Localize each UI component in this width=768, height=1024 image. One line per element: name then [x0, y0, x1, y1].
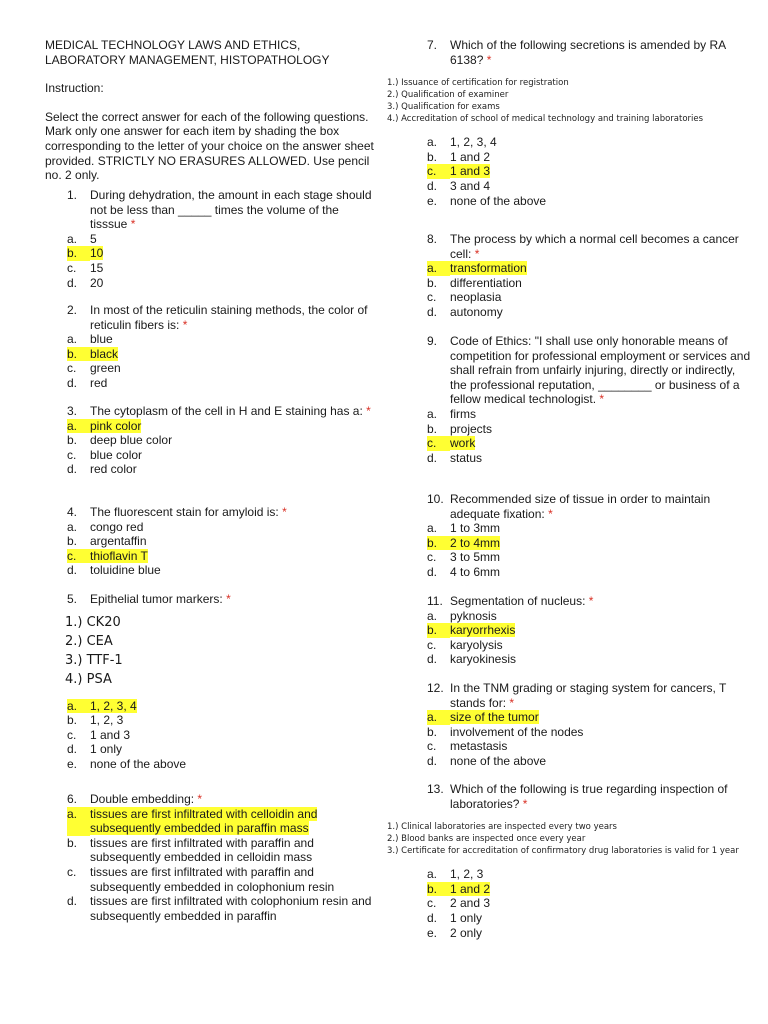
option-letter: b. — [67, 713, 78, 728]
question-text-body: Epithelial tumor markers: — [90, 592, 223, 606]
option-text: black — [90, 346, 119, 361]
answer-option — [67, 448, 375, 463]
answer-option — [427, 609, 755, 624]
answer-option — [427, 565, 755, 580]
option-text: pyknosis — [450, 608, 497, 623]
option-text: involvement of the nodes — [450, 724, 584, 739]
question-stem — [427, 492, 755, 521]
instruction-label: Instruction: — [45, 81, 104, 96]
option-letter: a. — [67, 231, 78, 246]
question-stem — [427, 38, 755, 67]
option-letter: a. — [67, 332, 78, 347]
option-text: karyokinesis — [450, 652, 517, 667]
option-text: metastasis — [450, 739, 508, 754]
option-text: 4 to 6mm — [450, 564, 501, 579]
option-text: autonomy — [450, 304, 503, 319]
option-letter: a. — [67, 807, 90, 836]
option-letter: d. — [427, 178, 438, 193]
option-letter: a. — [427, 135, 438, 150]
question-number: 12. — [427, 681, 444, 695]
answer-option — [67, 836, 375, 865]
option-letter: d. — [427, 450, 438, 465]
answer-option — [67, 232, 375, 247]
option-text: 1 and 2 — [450, 149, 491, 164]
answer-option — [67, 865, 375, 894]
answer-option-correct — [427, 623, 755, 638]
answer-option — [427, 290, 755, 305]
answer-option — [427, 739, 755, 754]
option-letter: b. — [67, 534, 78, 549]
option-text: argentaffin — [90, 534, 147, 549]
required-mark: * — [282, 505, 287, 519]
question-11 — [405, 594, 755, 667]
instruction-text: Select the correct answer for each of the following questions. Mark only one answer for each item by shading the box corresponding to the letter of your choice on the answer sheet provided. STRICTLY NO ERASURES ALLOWED. Use pencil no. 2 only. — [45, 109, 374, 183]
question-stem — [67, 792, 375, 807]
option-text: 2 to 4mm — [450, 535, 501, 550]
option-text: neoplasia — [450, 290, 502, 305]
question-text-body: Recommended size of tissue in order to maintain adequate fixation: — [450, 492, 711, 521]
question-text-body: In most of the reticulin staining methods, the color of reticulin fibers is: — [90, 303, 368, 332]
question-text-body: Segmentation of nucleus: — [450, 594, 586, 608]
question-stem — [67, 505, 375, 520]
option-letter: a. — [67, 419, 90, 434]
option-letter: c. — [427, 739, 437, 754]
option-text: 3 and 4 — [450, 178, 491, 193]
answer-option — [427, 638, 755, 653]
option-letter: b. — [67, 835, 78, 850]
question-text — [450, 782, 755, 811]
answer-option — [427, 896, 755, 911]
option-text: 1 and 3 — [450, 164, 491, 179]
answer-option — [67, 462, 375, 477]
question-text — [450, 38, 755, 67]
answer-option — [67, 332, 375, 347]
answer-option — [67, 261, 375, 276]
option-text: 5 — [90, 231, 97, 246]
option-letter: a. — [67, 519, 78, 534]
option-letter: c. — [67, 864, 77, 879]
question-text — [90, 303, 375, 332]
question-text-body: Double embedding: — [90, 792, 195, 806]
option-letter: c. — [427, 436, 450, 451]
option-text: 1 only — [90, 742, 123, 757]
required-mark: * — [509, 695, 515, 710]
answer-option — [427, 550, 755, 565]
question-text-body: The process by which a normal cell becomes a cancer cell: — [450, 232, 739, 261]
option-letter: e. — [427, 193, 438, 208]
statement-item: 3.) TTF-1 — [65, 652, 123, 668]
question-text — [90, 592, 375, 607]
answer-option — [427, 305, 755, 320]
option-text: 2 only — [450, 925, 483, 940]
option-text: none of the above — [450, 753, 547, 768]
option-text: 20 — [90, 275, 104, 290]
question-stem — [427, 681, 755, 710]
answer-option-correct — [427, 536, 755, 551]
statement-item: 1.) Issuance of certification for registration — [387, 78, 569, 89]
option-letter: e. — [67, 756, 78, 771]
option-text: 1, 2, 3 — [90, 713, 124, 728]
question-number: 2. — [67, 303, 78, 317]
option-text: transformation — [450, 261, 527, 276]
question-number: 6. — [67, 792, 78, 806]
question-10 — [405, 492, 755, 580]
question-text-body: During dehydration, the amount in each stage should not be less than _____ times the volume of the tisssue — [90, 188, 372, 232]
option-text: 1, 2, 3, 4 — [90, 698, 137, 713]
option-letter: d. — [67, 563, 78, 578]
question-9 — [405, 334, 755, 465]
answer-option-correct — [67, 549, 375, 564]
answer-option — [67, 563, 375, 578]
question-6 — [45, 792, 375, 923]
answer-option-correct — [427, 164, 755, 179]
answer-option — [427, 179, 755, 194]
option-letter: d. — [67, 742, 78, 757]
question-number: 4. — [67, 505, 78, 519]
option-letter: d. — [67, 462, 78, 477]
option-letter: c. — [427, 550, 437, 565]
question-1 — [45, 188, 375, 290]
answer-option — [67, 433, 375, 448]
option-text: karyorrhexis — [450, 623, 516, 638]
question-text — [450, 594, 755, 609]
option-letter: c. — [67, 447, 77, 462]
option-text: red color — [90, 462, 137, 477]
statement-item: 2.) Blood banks are inspected once every year — [387, 834, 586, 845]
required-mark: * — [599, 392, 605, 407]
exam-title-line2: LABORATORY MANAGEMENT, HISTOPATHOLOGY — [45, 52, 330, 67]
answer-option — [427, 521, 755, 536]
question-stem — [67, 188, 375, 232]
option-text: 10 — [90, 246, 104, 261]
option-text: tissues are first infiltrated with paraffin and subsequently embedded in celloidin mass — [90, 835, 314, 865]
answer-option — [67, 520, 375, 535]
answer-option — [427, 150, 755, 165]
exam-header — [45, 38, 375, 183]
option-text: size of the tumor — [450, 710, 539, 725]
option-letter: b. — [67, 246, 90, 261]
option-text: green — [90, 361, 121, 376]
option-letter: c. — [427, 637, 437, 652]
option-letter: a. — [427, 608, 438, 623]
question-stem — [67, 404, 375, 419]
option-letter: a. — [427, 406, 438, 421]
option-text: blue — [90, 332, 113, 347]
option-letter: d. — [427, 304, 438, 319]
question-text-body: Code of Ethics: "I shall use only honorable means of competition for professional employment or services and shall refrain from unfairly injuring, directly or indirectly, the professional reputation, ________ or business of a fellow medical technologist. — [450, 334, 751, 407]
answer-option — [67, 376, 375, 391]
question-stem — [427, 334, 755, 407]
statement-item: 2.) Qualification of examiner — [387, 90, 509, 101]
option-text: 1, 2, 3 — [450, 867, 484, 882]
question-text-body: The fluorescent stain for amyloid is: — [90, 505, 279, 519]
question-text — [90, 188, 375, 232]
question-stem — [67, 592, 375, 607]
required-mark: * — [474, 246, 480, 261]
answer-option — [427, 135, 755, 150]
question-stem — [427, 782, 755, 811]
required-mark: * — [197, 792, 203, 806]
answer-option-correct — [427, 882, 755, 897]
answer-option — [67, 534, 375, 549]
option-letter: b. — [427, 882, 450, 897]
option-text: 1, 2, 3, 4 — [450, 135, 497, 150]
option-text: thioflavin T — [90, 548, 148, 563]
question-5 — [45, 592, 375, 772]
option-text: tissues are first infiltrated with celloidin and subsequently embedded in paraffin mass — [90, 806, 318, 836]
question-7 — [387, 38, 755, 208]
question-text — [90, 792, 375, 807]
option-letter: a. — [427, 867, 438, 882]
option-text: none of the above — [90, 756, 187, 771]
answer-option — [427, 422, 755, 437]
option-text: projects — [450, 421, 493, 436]
option-letter: d. — [67, 894, 78, 909]
answer-option — [427, 867, 755, 882]
answer-option — [67, 742, 375, 757]
answer-option — [67, 713, 375, 728]
statement-item: 3.) Qualification for exams — [387, 102, 500, 113]
option-letter: b. — [67, 347, 90, 362]
answer-option — [427, 407, 755, 422]
option-letter: c. — [67, 549, 90, 564]
option-text: 2 and 3 — [450, 896, 491, 911]
required-mark: * — [366, 404, 371, 418]
answer-option — [427, 451, 755, 466]
statement-item: 3.) Certificate for accreditation of confirmatory drug laboratories is valid for 1 year — [387, 846, 739, 857]
question-text-body: In the TNM grading or staging system for cancers, T stands for: — [450, 681, 727, 710]
required-mark: * — [522, 796, 528, 811]
option-letter: c. — [67, 361, 77, 376]
statement-item: 2.) CEA — [65, 633, 113, 649]
question-text — [450, 232, 755, 261]
question-12 — [405, 681, 755, 769]
option-text: 1 to 3mm — [450, 521, 501, 536]
option-text: pink color — [90, 418, 142, 433]
question-number: 11. — [427, 594, 443, 608]
option-letter: b. — [427, 536, 450, 551]
question-text — [90, 404, 375, 419]
question-number: 7. — [427, 38, 438, 52]
question-number: 8. — [427, 232, 438, 246]
option-letter: e. — [427, 925, 438, 940]
answer-option-correct — [67, 347, 375, 362]
option-letter: d. — [427, 652, 438, 667]
statement-list — [387, 77, 755, 125]
question-stem — [67, 303, 375, 332]
question-number: 1. — [67, 188, 78, 202]
question-text-body: Which of the following secretions is amended by RA 6138? — [450, 38, 726, 67]
question-text — [450, 681, 755, 710]
option-letter: d. — [67, 275, 78, 290]
option-letter: b. — [427, 724, 438, 739]
question-8 — [405, 232, 755, 320]
option-text: toluidine blue — [90, 563, 161, 578]
required-mark: * — [226, 592, 231, 606]
answer-option — [427, 194, 755, 209]
answer-option-correct — [67, 419, 375, 434]
question-number: 13. — [427, 782, 444, 796]
question-2 — [45, 303, 375, 391]
answer-option — [67, 728, 375, 743]
question-3 — [45, 404, 375, 477]
answer-option-correct — [67, 699, 375, 714]
option-text: 15 — [90, 260, 104, 275]
option-letter: c. — [427, 164, 450, 179]
answer-option — [67, 757, 375, 772]
option-text: 1 and 2 — [450, 881, 491, 896]
option-letter: a. — [427, 710, 450, 725]
answer-option-correct — [67, 246, 375, 261]
option-letter: a. — [67, 699, 90, 714]
exam-title-line1: MEDICAL TECHNOLOGY LAWS AND ETHICS, — [45, 38, 301, 52]
answer-option — [427, 652, 755, 667]
option-text: blue color — [90, 447, 143, 462]
option-letter: b. — [427, 623, 450, 638]
option-text: tissues are first infiltrated with colophonium resin and subsequently embedded in paraffin — [90, 894, 372, 923]
option-letter: b. — [427, 421, 438, 436]
option-letter: d. — [427, 753, 438, 768]
option-text: none of the above — [450, 193, 547, 208]
option-letter: c. — [427, 896, 437, 911]
answer-option-correct — [427, 436, 755, 451]
question-stem — [427, 594, 755, 609]
option-text: 1 and 3 — [90, 727, 131, 742]
answer-option-correct — [427, 710, 755, 725]
option-letter: a. — [427, 521, 438, 536]
option-letter: a. — [427, 261, 450, 276]
option-text: congo red — [90, 519, 144, 534]
question-text — [450, 334, 755, 407]
question-number: 5. — [67, 592, 78, 606]
option-letter: b. — [427, 275, 438, 290]
required-mark: * — [130, 217, 136, 232]
required-mark: * — [182, 317, 188, 332]
question-stem — [427, 232, 755, 261]
statement-list — [65, 613, 375, 689]
question-text-body: Which of the following is true regarding inspection of laboratories? — [450, 782, 728, 811]
question-number: 3. — [67, 404, 78, 418]
option-letter: c. — [67, 260, 77, 275]
option-letter: d. — [427, 564, 438, 579]
answer-option-correct — [67, 807, 375, 836]
answer-option — [67, 894, 375, 923]
option-text: red — [90, 375, 108, 390]
required-mark: * — [548, 506, 553, 521]
option-letter: b. — [67, 433, 78, 448]
statement-list — [387, 821, 755, 857]
statement-item: 4.) Accreditation of school of medical technology and training laboratories — [387, 114, 704, 125]
option-letter: b. — [427, 149, 438, 164]
option-letter: c. — [427, 290, 437, 305]
option-text: firms — [450, 406, 476, 421]
question-number: 9. — [427, 334, 438, 348]
required-mark: * — [588, 594, 594, 608]
question-13 — [387, 782, 755, 940]
statement-item: 4.) PSA — [65, 671, 112, 687]
option-text: 3 to 5mm — [450, 550, 501, 565]
option-text: deep blue color — [90, 433, 173, 448]
option-text: differentiation — [450, 275, 522, 290]
question-text — [450, 492, 755, 521]
answer-option — [67, 276, 375, 291]
statement-item: 1.) Clinical laboratories are inspected every two years — [387, 822, 617, 833]
statement-item: 1.) CK20 — [65, 614, 121, 630]
option-text: work — [450, 436, 476, 451]
option-letter: d. — [427, 910, 438, 925]
question-number: 10. — [427, 492, 444, 506]
option-text: 1 only — [450, 910, 483, 925]
answer-option — [427, 725, 755, 740]
option-text: status — [450, 450, 483, 465]
answer-option — [427, 754, 755, 769]
question-4 — [45, 505, 375, 578]
option-text: tissues are first infiltrated with paraffin and subsequently embedded in colophonium resin — [90, 864, 335, 894]
answer-option — [427, 911, 755, 926]
answer-option — [427, 276, 755, 291]
answer-option-correct — [427, 261, 755, 276]
question-text-body: The cytoplasm of the cell in H and E staining has a: — [90, 404, 363, 418]
answer-option — [67, 361, 375, 376]
option-text: karyolysis — [450, 637, 503, 652]
answer-option — [427, 926, 755, 941]
required-mark: * — [486, 52, 492, 67]
option-letter: d. — [67, 375, 78, 390]
option-letter: c. — [67, 727, 77, 742]
question-text — [90, 505, 375, 520]
